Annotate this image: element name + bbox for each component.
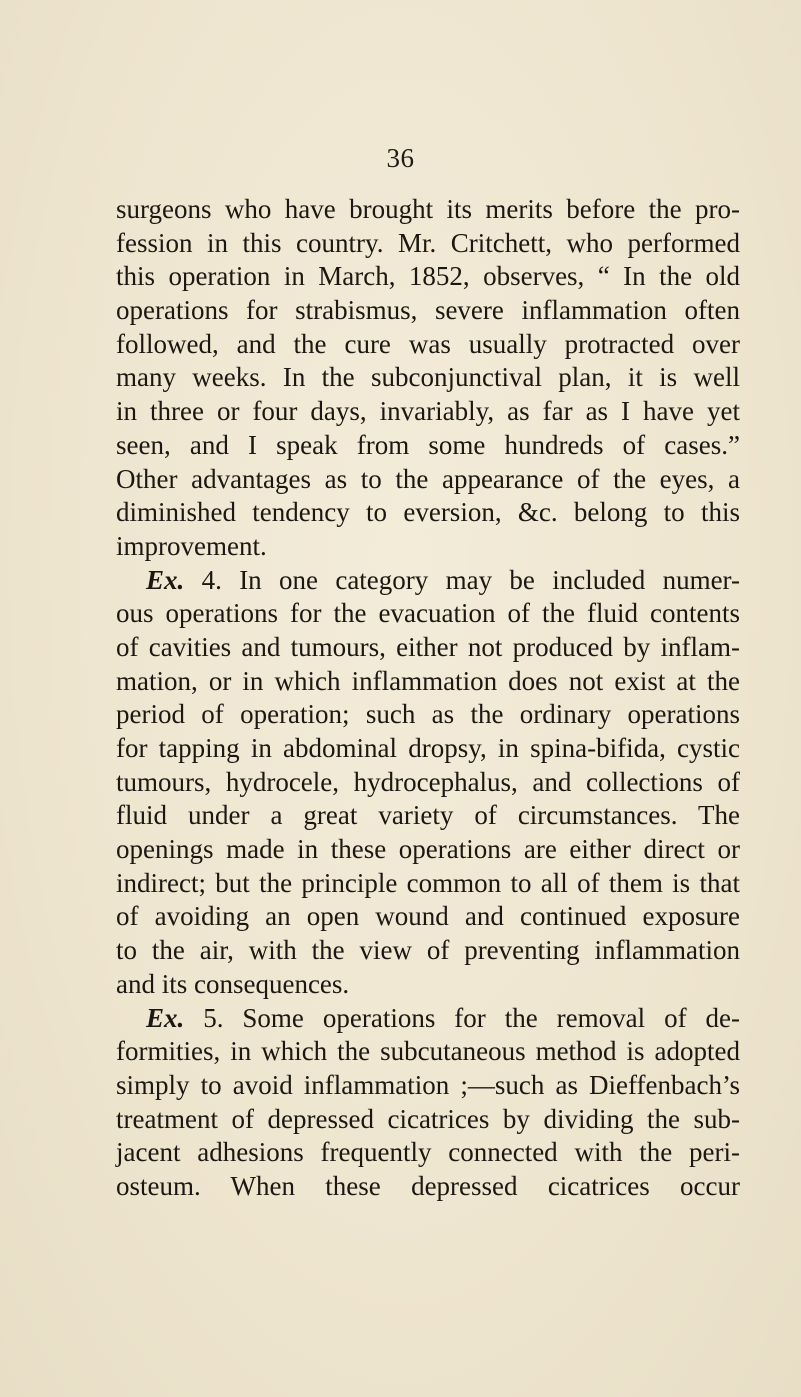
text-line: in three or four days, invariably, as far as I have yet — [116, 396, 740, 427]
text-line: improvement. — [116, 530, 267, 561]
text-line: of avoiding an open wound and continued exposure — [116, 901, 740, 932]
text-line: surgeons who have brought its merits before the pro- — [116, 194, 740, 224]
text-line: operations for strabismus, severe inflammation often — [116, 295, 740, 326]
text-line: openings made in these operations are either direct or — [116, 834, 740, 865]
text-line: diminished tendency to eversion, &c. belong to this — [116, 497, 740, 528]
text-line: jacent adhesions frequently connected with the peri- — [116, 1137, 740, 1168]
text-line: Other advantages as to the appearance of the eyes, a — [116, 463, 740, 494]
text-line: mation, or in which inflammation does not exist at the — [116, 665, 740, 696]
text-line: and its consequences. — [116, 968, 350, 999]
text-line: osteum. When these depressed cicatrices occur — [116, 1170, 740, 1201]
text-line: ous operations for the evacuation of the fluid contents — [116, 598, 740, 629]
text-line: many weeks. In the subconjunctival plan, it is well — [116, 362, 740, 393]
text-line: fluid under a great variety of circumstances. The — [116, 800, 740, 831]
example-label: Ex. — [146, 1002, 185, 1033]
text-line: seen, and I speak from some hundreds of cases.” — [116, 429, 740, 460]
text-line: followed, and the cure was usually protracted over — [116, 328, 740, 359]
text-line: fession in this country. Mr. Critchett, who performed — [116, 227, 740, 258]
text-line: to the air, with the view of preventing inflammation — [116, 935, 740, 966]
text-line: treatment of depressed cicatrices by dividing the sub- — [116, 1103, 740, 1134]
text-line: period of operation; such as the ordinary operations — [116, 699, 740, 730]
text-line: formities, in which the subcutaneous method is adopted — [116, 1036, 740, 1067]
text-line: indirect; but the principle common to all of them is that — [116, 867, 740, 898]
page-number: 36 — [386, 143, 415, 173]
text-line: this operation in March, 1852, observes, “ In the old — [116, 261, 740, 292]
text-line-example-5: Ex. 5. Some operations for the removal of de- — [146, 1002, 740, 1033]
text-line-example-4: Ex. 4. In one category may be included numer- — [146, 564, 740, 595]
text-line: tumours, hydrocele, hydrocephalus, and collections of — [116, 766, 740, 797]
text-line: simply to avoid inflammation ;—such as Dieffenbach’s — [116, 1069, 740, 1100]
text-line: of cavities and tumours, either not produced by inflam- — [116, 631, 740, 662]
example-label: Ex. — [146, 564, 185, 595]
body-text — [116, 193, 740, 1204]
text-line: for tapping in abdominal dropsy, in spina-bifida, cystic — [116, 733, 740, 763]
